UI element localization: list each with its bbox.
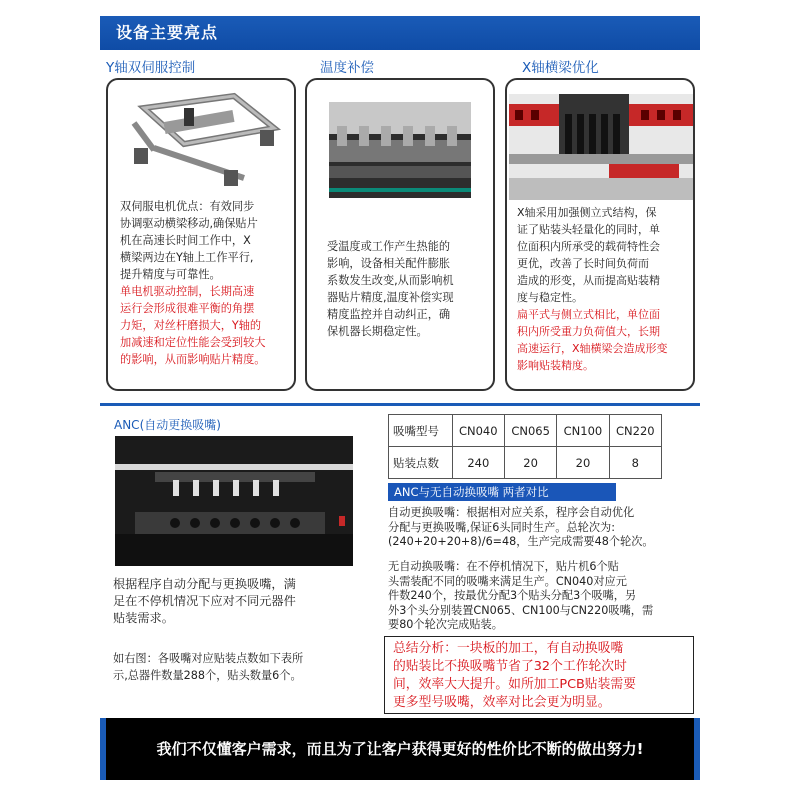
table-cell: 240 — [452, 447, 504, 479]
anc-title: ANC(自动更换吸嘴) — [114, 418, 221, 432]
table-cell: 8 — [609, 447, 661, 479]
section-header — [100, 16, 700, 50]
table-cell: CN040 — [452, 415, 504, 447]
temp-compensation-image — [329, 102, 471, 198]
feature-body-x-axis: X轴采用加强侧立式结构，保 证了贴装头轻量化的同时，单 位面积内所承受的载荷特性会 更优，改善了长时间负荷而 造成的形变，从而提高贴装精 度与稳定性。 扁平式与侧立式相比，单位面 积内所受重力负荷值大，长期 高速运行，X轴横梁会造成形变 影响贴装精度。 — [517, 206, 668, 372]
compare-badge: ANC与无自动换吸嘴 两者对比 — [388, 483, 616, 501]
table-cell: 贴装点数 — [389, 447, 453, 479]
summary-box: 总结分析：一块板的加工，有自动换吸嘴 的贴装比不换吸嘴节省了32个工作轮次时 间，效率大大提升。如所加工PCB贴装需要 更多型号吸嘴，效率对比会更为明显。 — [384, 636, 694, 714]
x-axis-beam-image — [509, 94, 693, 200]
table-cell: CN065 — [504, 415, 556, 447]
table-row — [389, 447, 662, 479]
feature-body-y-axis: 双伺服电机优点：有效同步 协调驱动横梁移动,确保贴片 机在高速长时间工作中，X 横梁两边在Y轴上工作平行, 提升精度与可靠性。 单电机驱动控制，长期高速 运行会形成很难平衡的角摆 力矩，对丝杆磨损大，Y轴的 加减速和定位性能会受到较大 的影响，从而影响贴片精度。 — [120, 200, 266, 366]
feature-card-x-axis — [505, 78, 695, 391]
footer-slogan: 我们不仅懂客户需求，而且为了让客户获得更好的性价比不断的做出努力! — [156, 740, 644, 758]
compare-manual-text: 无自动换吸嘴：在不停机情况下，贴片机6个贴 头需装配不同的吸嘴来满足生产。CN040对应元 件数240个，按最优分配3个贴头分配3个吸嘴，另 外3个头分别装置CN065、CN100与CN220吸嘴，需 要80个轮次完成贴装。 — [388, 560, 654, 632]
feature-body-temp: 受温度或工作产生热能的 影响，设备相关配件膨胀 系数发生改变,从而影响机 器贴片精度,温度补偿实现 精度监控并自动纠正，确 保机器长期稳定性。 — [327, 240, 454, 338]
table-cell: 20 — [504, 447, 556, 479]
table-cell: CN100 — [557, 415, 609, 447]
table-header-row — [389, 415, 662, 447]
footer-slogan-bar — [100, 718, 700, 780]
anc-description: 根据程序自动分配与更换吸嘴，满 足在不停机情况下应对不同元器件 贴装需求。 — [113, 577, 296, 625]
table-cell: 吸嘴型号 — [389, 415, 453, 447]
compare-auto-text: 自动更换吸嘴：根据相对应关系，程序会自动优化 分配与更换吸嘴,保证6头同时生产。总轮次为: (240+20+20+8)/6=48，生产完成需要48个轮次。 — [388, 506, 654, 549]
section-divider — [100, 403, 700, 406]
anc-note: 如右图：各吸嘴对应贴装点数如下表所 示,总器件数量288个，贴头数量6个。 — [113, 652, 304, 682]
nozzle-points-table — [388, 414, 662, 479]
feature-title-temp: 温度补偿 — [320, 60, 374, 76]
header-title: 设备主要亮点 — [116, 23, 219, 42]
feature-title-y-axis: Y轴双伺服控制 — [106, 60, 196, 76]
dual-servo-gantry-image — [114, 88, 284, 198]
table-cell: CN220 — [609, 415, 661, 447]
table-cell: 20 — [557, 447, 609, 479]
feature-title-x-axis: X轴横梁优化 — [522, 60, 599, 76]
feature-card-temp — [305, 78, 495, 391]
feature-card-y-axis — [106, 78, 296, 391]
nozzle-changer-image — [115, 436, 353, 566]
